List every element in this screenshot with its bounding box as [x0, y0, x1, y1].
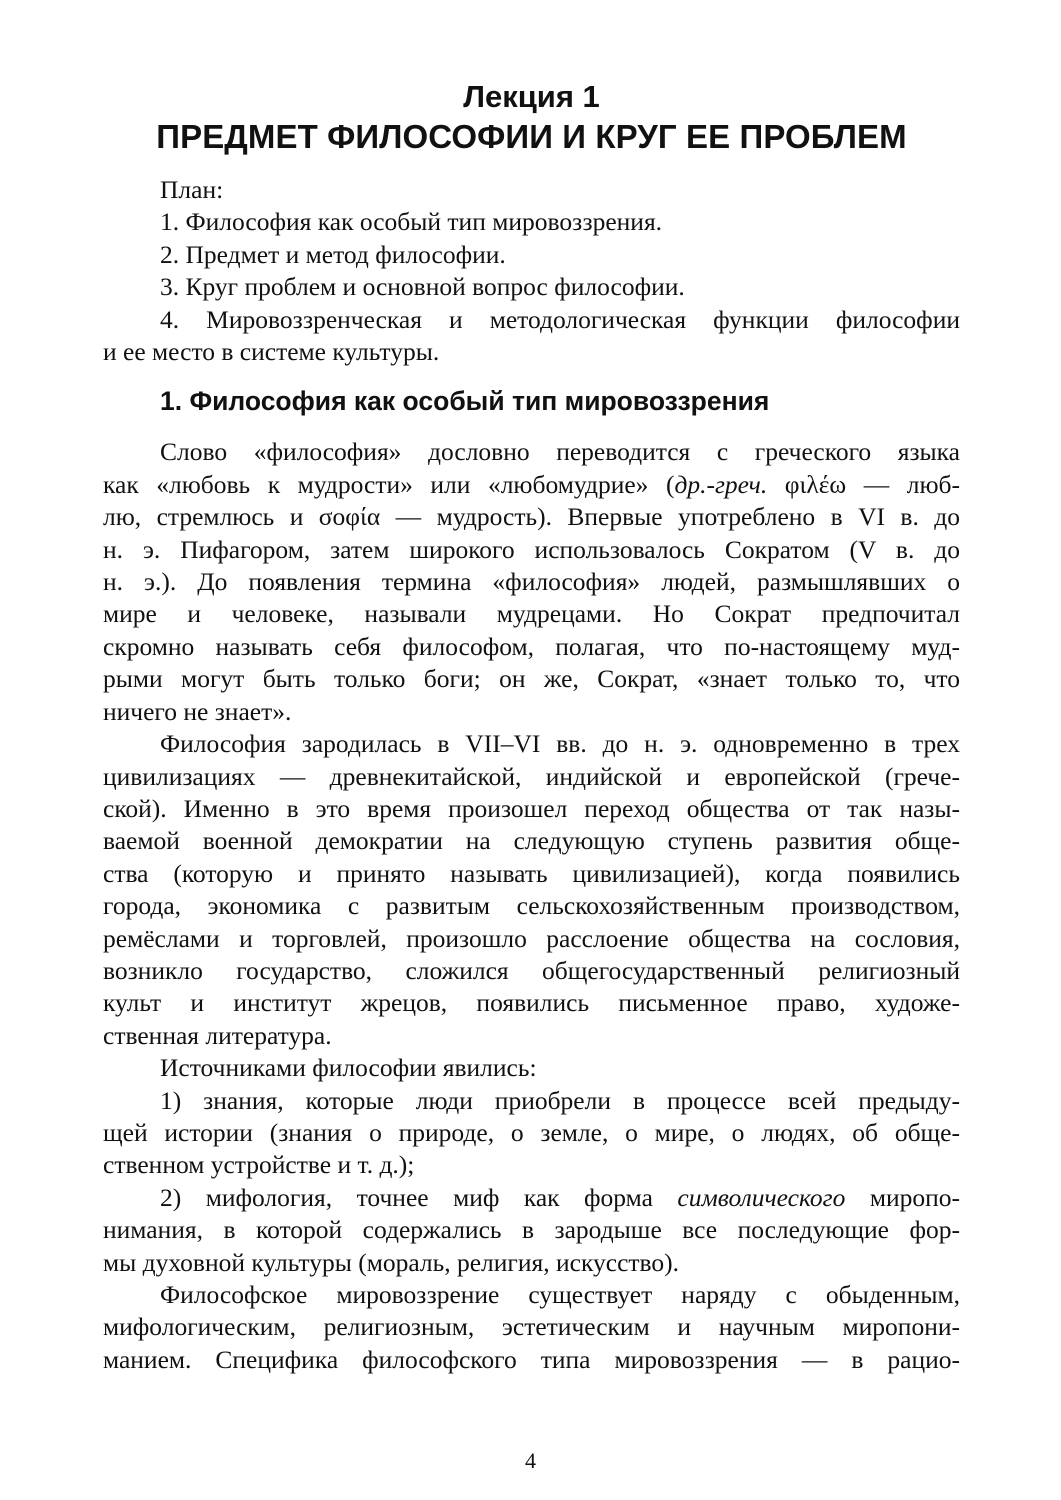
lecture-title: ПРЕДМЕТ ФИЛОСОФИИ И КРУГ ЕЕ ПРОБЛЕМ — [156, 118, 907, 155]
text-line: как «любовь к мудрости» или «любомудрие» (др.-греч. φιλέω — люб- — [103, 469, 960, 499]
text-line: мифологическим, религиозным, эстетическим и научным миропони- — [103, 1312, 960, 1342]
text-line: города, экономика с развитым сельскохозяйственным производством, — [103, 891, 960, 921]
text-line: ской). Именно в это время произошел переход общества от так назы- — [103, 793, 960, 823]
plan-item-2: 2. Предмет и метод философии. — [160, 239, 506, 269]
plan-item-4-line-2: и ее место в системе культуры. — [103, 337, 440, 367]
text-line: ственная литература. — [103, 1020, 332, 1050]
paragraph-1 — [103, 436, 960, 728]
text-line: ремёслами и торговлей, произошло расслоение общества на сословия, — [103, 923, 960, 953]
text-line: Источниками философии явились: — [160, 1053, 537, 1083]
text-line: культ и институт жрецов, появились письменное право, художе- — [103, 988, 960, 1018]
page-number: 4 — [525, 1448, 536, 1473]
paragraph-6 — [103, 1279, 960, 1376]
text-line: рыми могут быть только боги; он же, Сократ, «знает только то, что — [103, 664, 960, 694]
section-body — [103, 436, 960, 1376]
plan-item-4-line-1: 4. Мировоззренческая и методологическая функции философии — [160, 304, 960, 334]
text-line: н. э. Пифагором, затем широкого использовалось Сократом (V в. до — [103, 534, 960, 564]
text-line: возникло государство, сложился общегосударственный религиозный — [103, 955, 960, 985]
text-line: 2) мифология, точнее миф как форма символического миропо- — [160, 1182, 961, 1212]
text-line: цивилизациях — древнекитайской, индийской и европейской (грече- — [103, 761, 960, 791]
text-line: Слово «философия» дословно переводится с греческого языка — [160, 437, 960, 467]
text-line: н. э.). До появления термина «философия» людей, размышлявших о — [103, 567, 960, 597]
text-line: мы духовной культуры (мораль, религия, искусство). — [103, 1247, 680, 1277]
text-line: ства (которую и принято называть цивилизацией), когда появились — [103, 858, 960, 888]
lecture-plan — [103, 174, 960, 368]
paragraph-2 — [103, 728, 960, 1052]
paragraph-4 — [103, 1085, 960, 1182]
text-line: ничего не знает». — [103, 696, 292, 726]
text-line: нимания, в которой содержались в зародыше все последующие фор- — [103, 1215, 960, 1245]
text-line: Философское мировоззрение существует наряду с обыденным, — [160, 1280, 960, 1309]
section-heading: 1. Философия как особый тип мировоззрения — [160, 386, 770, 417]
plan-label: План: — [160, 175, 224, 204]
text-line: Философия зародилась в VII–VI вв. до н. э. одновременно в трех — [160, 729, 960, 759]
text-line: 1) знания, которые люди приобрели в процессе всей предыду- — [160, 1085, 960, 1115]
text-line: мире и человеке, называли мудрецами. Но Сократ предпочитал — [103, 599, 960, 629]
text-line: ственном устройстве и т. д.); — [103, 1150, 415, 1180]
plan-item-1: 1. Философия как особый тип мировоззрения. — [160, 207, 663, 237]
lecture-number: Лекция 1 — [463, 79, 600, 114]
text-line: лю, стремлюсь и σοφία — мудрость). Впервые употреблено в VI в. до — [103, 502, 960, 532]
paragraph-5 — [103, 1182, 960, 1279]
text-line: скромно называть себя философом, полагая, что по-настоящему муд- — [103, 631, 960, 661]
text-line: ваемой военной демократии на следующую ступень развития обще- — [103, 826, 960, 856]
paragraph-3 — [103, 1052, 960, 1084]
plan-item-3: 3. Круг проблем и основной вопрос философии. — [160, 272, 685, 302]
text-line: манием. Специфика философского типа мировоззрения — в рацио- — [103, 1344, 960, 1374]
document-page — [103, 78, 960, 1376]
text-line: щей истории (знания о природе, о земле, о мире, о людях, об обще- — [103, 1117, 960, 1147]
